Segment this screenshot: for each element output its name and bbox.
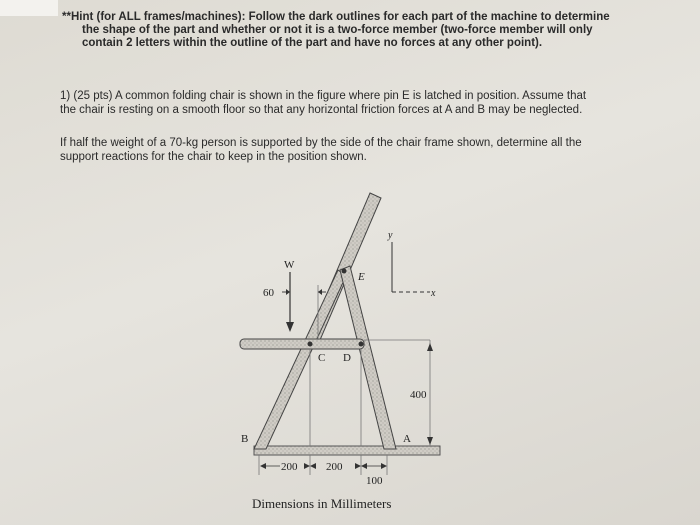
label-E: E <box>358 271 365 283</box>
seat-member <box>240 339 364 349</box>
dim-60-label: 60 <box>263 287 274 299</box>
figure-caption: Dimensions in Millimeters <box>252 496 392 511</box>
label-W: W <box>284 259 295 271</box>
dim-200-left-label: 200 <box>281 461 298 473</box>
hint-line-1: **Hint (for ALL frames/machines): Follow the dark outlines for each part of the machine to determine <box>62 11 610 23</box>
dim-400-arrow-top <box>427 343 433 351</box>
label-A: A <box>403 433 411 445</box>
label-D: D <box>343 352 351 364</box>
label-C: C <box>318 352 326 364</box>
pin-E <box>342 269 347 274</box>
label-y: y <box>388 230 393 241</box>
problem-line-1: 1) (25 pts) A common folding chair is shown in the figure where pin E is latched in position. Assume that <box>60 90 587 102</box>
dim-400-label: 400 <box>410 389 427 401</box>
pin-D <box>359 342 364 347</box>
pin-C <box>308 342 313 347</box>
floor <box>254 446 440 455</box>
problem-line-4: support reactions for the chair to keep in the position shown. <box>60 151 367 163</box>
label-B: B <box>241 433 249 445</box>
problem-line-2: the chair is resting on a smooth floor so that any horizontal friction forces at A and B may be neglected. <box>60 104 583 116</box>
dim-200-right-label: 200 <box>326 461 343 473</box>
hint-line-3: contain 2 letters within the outline of the part and have no forces at any other point). <box>82 37 543 49</box>
hint-line-2: the shape of the part and whether or not it is a two-force member (two-force member will only <box>82 24 593 36</box>
label-x: x <box>431 288 436 299</box>
problem-line-3: If half the weight of a 70-kg person is supported by the side of the chair frame shown, determine all the <box>60 137 582 149</box>
dim-400-arrow-bottom <box>427 437 433 445</box>
dim-100-label: 100 <box>366 475 383 487</box>
